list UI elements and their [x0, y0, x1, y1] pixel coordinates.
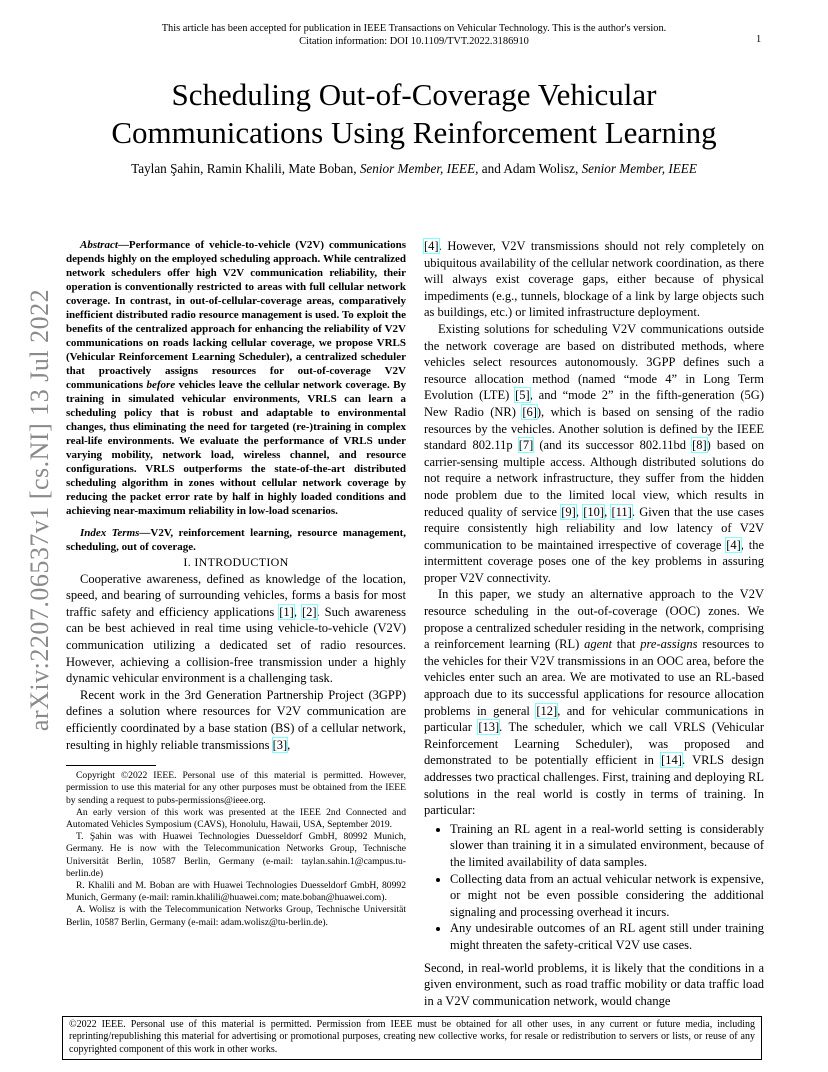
author-role-a: Senior Member, IEEE, — [359, 161, 479, 176]
abstract-text-1: —Performance of vehicle-to-vehicle (V2V) communications depends highly on the employed scheduling approach. While centralized network schedulers offer high V2V communication reliability, their operation is conventionally restricted to areas with full cellular network coverage. In contrast, in out-of-cellular-coverage areas, comparatively inefficient distributed radio resource management is used. To exploit the benefits of the centralized approach for enhancing the reliability of V2V communications on roads lacking cellular coverage, we propose VRLS (Vehicular Reinforcement Learning Scheduler), a centralized scheduler that proactively assigns resources for out-of-coverage V2V communications — [66, 239, 406, 391]
intro-paragraph-2 — [66, 687, 406, 753]
index-terms-text: —V2V, reinforcement learning, resource management, scheduling, out of coverage. — [66, 527, 406, 553]
section-heading-introduction: I. INTRODUCTION — [183, 555, 289, 569]
p4-text-c: resources to the vehicles for their V2V transmissions in an OOC area, before the vehicles enter such an area. We are motivated to use an RL-based approach due to its successful applications for resource allocation problems in general — [424, 637, 765, 718]
intro-p1-text-b: , — [293, 604, 302, 619]
p3-text-i: , the intermittent coverage poses one of the key problems in assuring proper V2V connectivity. — [424, 537, 764, 585]
footnote-author-sahin: T. Şahin was with Huawei Technologies Duesseldorf GmbH, 80992 Munich, Germany. He is now with the Telecommunication Networks Group, Technische Universität Berlin, 10587 Berlin, Germany (e-mail: taylan.sahin.1@campus.tu-berlin.de) — [66, 831, 406, 879]
footnote-author-khalili-boban: R. Khalili and M. Boban are with Huawei Technologies Duesseldorf GmbH, 80992 Munich, Germany (e-mail: ramin.khalili@huawei.com; mate.boban@huawei.com). — [66, 879, 406, 904]
p3-text-a: Existing solutions for scheduling V2V communications outside the network coverage are based on distributed methods, where vehicles select resources autonomously. 3GPP defines such a resource allocation method (named “mode 4” in Long Term Evolution (LTE) — [424, 321, 764, 403]
p4-text-f: . VRLS design addresses two practical challenges. First, training and deploying RL solutions in the real world is costly in terms of training. In particular: — [424, 753, 764, 818]
citation-link-3[interactable]: [3] — [272, 737, 288, 752]
citation-link-9[interactable]: [9] — [561, 504, 576, 519]
right-column — [424, 238, 764, 1009]
page-number: 1 — [756, 34, 762, 45]
citation-link-4[interactable]: [4] — [424, 239, 439, 253]
abstract-emphasis: before — [146, 379, 176, 391]
citation-link-13[interactable]: [13] — [478, 720, 500, 735]
authors-part-a: Taylan Şahin, Ramin Khalili, Mate Boban, — [131, 161, 360, 176]
citation-link-11[interactable]: [11] — [611, 504, 632, 519]
left-column — [66, 238, 406, 929]
existing-solutions-paragraph — [424, 321, 764, 587]
continued-paragraph — [424, 238, 764, 321]
p4-text-d: , and for vehicular communications in particular — [424, 703, 764, 735]
p3-text-g: , — [604, 504, 612, 519]
citation-link-4b[interactable]: [4] — [726, 537, 741, 552]
intro-p1-text-a: Cooperative awareness, defined as knowledge of the location, speed, and bearing of surrounding vehicles, forms a basis for most traffic safety and efficiency applications — [66, 571, 406, 619]
header-line-2: Citation information: DOI 10.1109/TVT.2022.3186910 — [299, 36, 529, 47]
p4-text-e: . The scheduler, which we call VRLS (Vehicular Reinforcement Learning Scheduler), was proposed and demonstrated to be potentially efficient in — [424, 720, 764, 768]
header-line-1: This article has been accepted for publication in IEEE Transactions on Vehicular Technology. This is the author's version. — [161, 23, 667, 34]
footnote-rule — [66, 765, 156, 766]
intro-paragraph-1 — [66, 571, 406, 687]
p3-text-f: , — [575, 504, 584, 519]
paper-title — [40, 76, 788, 152]
p3-text-b: , and “mode 2” in the fifth-generation (5G) New Radio (NR) — [424, 388, 765, 419]
citation-link-5[interactable]: [5] — [515, 388, 530, 403]
arxiv-id[interactable]: arXiv:2207.06537v1 [cs.NI] 13 Jul 2022 — [25, 288, 54, 732]
intro-p1-text-c: . Such awareness can be best achieved in real time using vehicle-to-vehicle (V2V) communication utilizing a dedicated set of radio resources. However, achieving a collision-free transmission under a highly dynamic vehicular environment is a challenging task. — [66, 604, 406, 686]
running-header — [0, 22, 828, 48]
title-line-1: Scheduling Out-of-Coverage Vehicular — [171, 77, 657, 112]
citation-link-12[interactable]: [12] — [536, 703, 558, 718]
intro-p2-text-b: , — [287, 737, 291, 752]
this-paper-paragraph — [424, 586, 764, 818]
citation-link-8[interactable]: [8] — [692, 438, 707, 453]
second-challenge-paragraph: Second, in real-world problems, it is likely that the conditions in a given environment, such as road traffic mobility or data traffic load in a V2V communication network, would change — [424, 960, 764, 1008]
index-terms-label: Index Terms — [80, 527, 140, 539]
p3-text-d: (and its successor 802.11bd — [533, 438, 693, 453]
p4-emphasis-preassigns: pre-assigns — [640, 637, 698, 652]
list-item: • Training an RL agent in a real-world setting is considerably slower than training it in a simulated environment, because of the limited availability of data samples. — [450, 821, 764, 871]
citation-link-6[interactable]: [6] — [522, 404, 537, 419]
authors-part-b: and Adam Wolisz, — [478, 161, 582, 176]
arxiv-stamp[interactable] — [22, 280, 58, 740]
title-line-2: Communications Using Reinforcement Learning — [111, 115, 717, 150]
p4-text-b: that — [611, 637, 641, 652]
p3-text-h: . Given that the use cases require consistently high reliability and low latency of V2V communication to be maintained irrespective of coverage — [424, 504, 765, 552]
index-terms — [66, 526, 406, 554]
intro-p2-text-a: Recent work in the 3rd Generation Partnership Project (3GPP) defines a solution where resources for V2V communication are efficiently coordinated by a base station (BS) of a cellular network, resulting in highly reliable transmissions — [66, 687, 406, 752]
challenges-list — [424, 821, 764, 954]
citation-link-14[interactable]: [14] — [661, 753, 682, 768]
list-item: • Collecting data from an actual vehicular network is expensive, or might not be even possible considering the additional signaling and processing overhead it incurs. — [450, 871, 764, 921]
footnote-early-version: An early version of this work was presented at the IEEE 2nd Connected and Automated Vehicles Symposium (CAVS), Honolulu, Hawaii, USA, September 2019. — [66, 806, 406, 830]
abstract — [66, 238, 406, 518]
footnote-copyright: Copyright ©2022 IEEE. Personal use of this material is permitted. However, permission to use this material for any other purposes must be obtained from the IEEE by sending a request to pubs-permissions@ieee.org. — [66, 770, 406, 806]
p3-text-c: ), which is based on sensing of the radio resources by the vehicles. Another solution is defined by the IEEE standard 802.11p — [424, 404, 764, 453]
citation-link-2[interactable]: [2] — [301, 604, 317, 619]
citation-link-10[interactable]: [10] — [583, 504, 605, 519]
continued-text: . However, V2V transmissions should not rely completely on ubiquitous availability of the cellular network coordination, as there will always exist coverage gaps, either because of physical impediments (e.g., tunnels, blockage of a link by large objects such as buildings, etc.) or limited infrastructure deployment. — [424, 239, 764, 320]
p4-text-a: In this paper, we study an alternative approach to the V2V resource scheduling in the out-of-coverage (OOC) zones. We propose a centralized scheduler residing in the network, comprising a reinforcement learning (RL) — [424, 587, 764, 652]
citation-link-7[interactable]: [7] — [518, 438, 534, 453]
copyright-notice-box: ©2022 IEEE. Personal use of this material is permitted. Permission from IEEE must be obtained for all other uses, in any current or future media, including reprinting/republishing this material for advertising or promotional purposes, creating new collective works, for resale or redistribution to servers or lists, or reuse of any copyrighted component of this work in other works. — [62, 1016, 762, 1060]
author-role-b: Senior Member, IEEE — [581, 161, 697, 176]
abstract-label: Abstract — [80, 239, 118, 251]
footnote-author-wolisz: A. Wolisz is with the Telecommunication Networks Group, Technische Universität Berlin, 10587 Berlin, Germany (e-mail: adam.wolisz@tu-berlin.de). — [66, 904, 406, 928]
abstract-text-2: vehicles leave the cellular network coverage. By training in simulated vehicular environments, VRLS can learn a scheduling policy that is robust and adaptable to environmental changes, thus eliminating the need for targeted (re-)training in complex real-life environments. We evaluate the performance of VRLS under varying mobility, network load, wireless channel, and resource configurations. VRLS outperforms the state-of-the-art distributed scheduling algorithm in zones without cellular network coverage by reducing the packet error rate by half in highly loaded conditions and achieving near-maximum reliability in low-load scenarios. — [66, 379, 406, 517]
p4-emphasis-agent: agent — [584, 637, 612, 652]
p3-text-e: ) based on carrier-sensing multiple access. Although distributed solutions do not require a network infrastructure, they suffer from the hidden node problem due to the limited local view, which results in reduced quality of service — [424, 438, 764, 519]
list-item: • Any undesirable outcomes of an RL agent still under training might threaten the safety-critical V2V use cases. — [450, 920, 764, 953]
author-list — [40, 161, 788, 177]
citation-link-1[interactable]: [1] — [279, 604, 294, 619]
